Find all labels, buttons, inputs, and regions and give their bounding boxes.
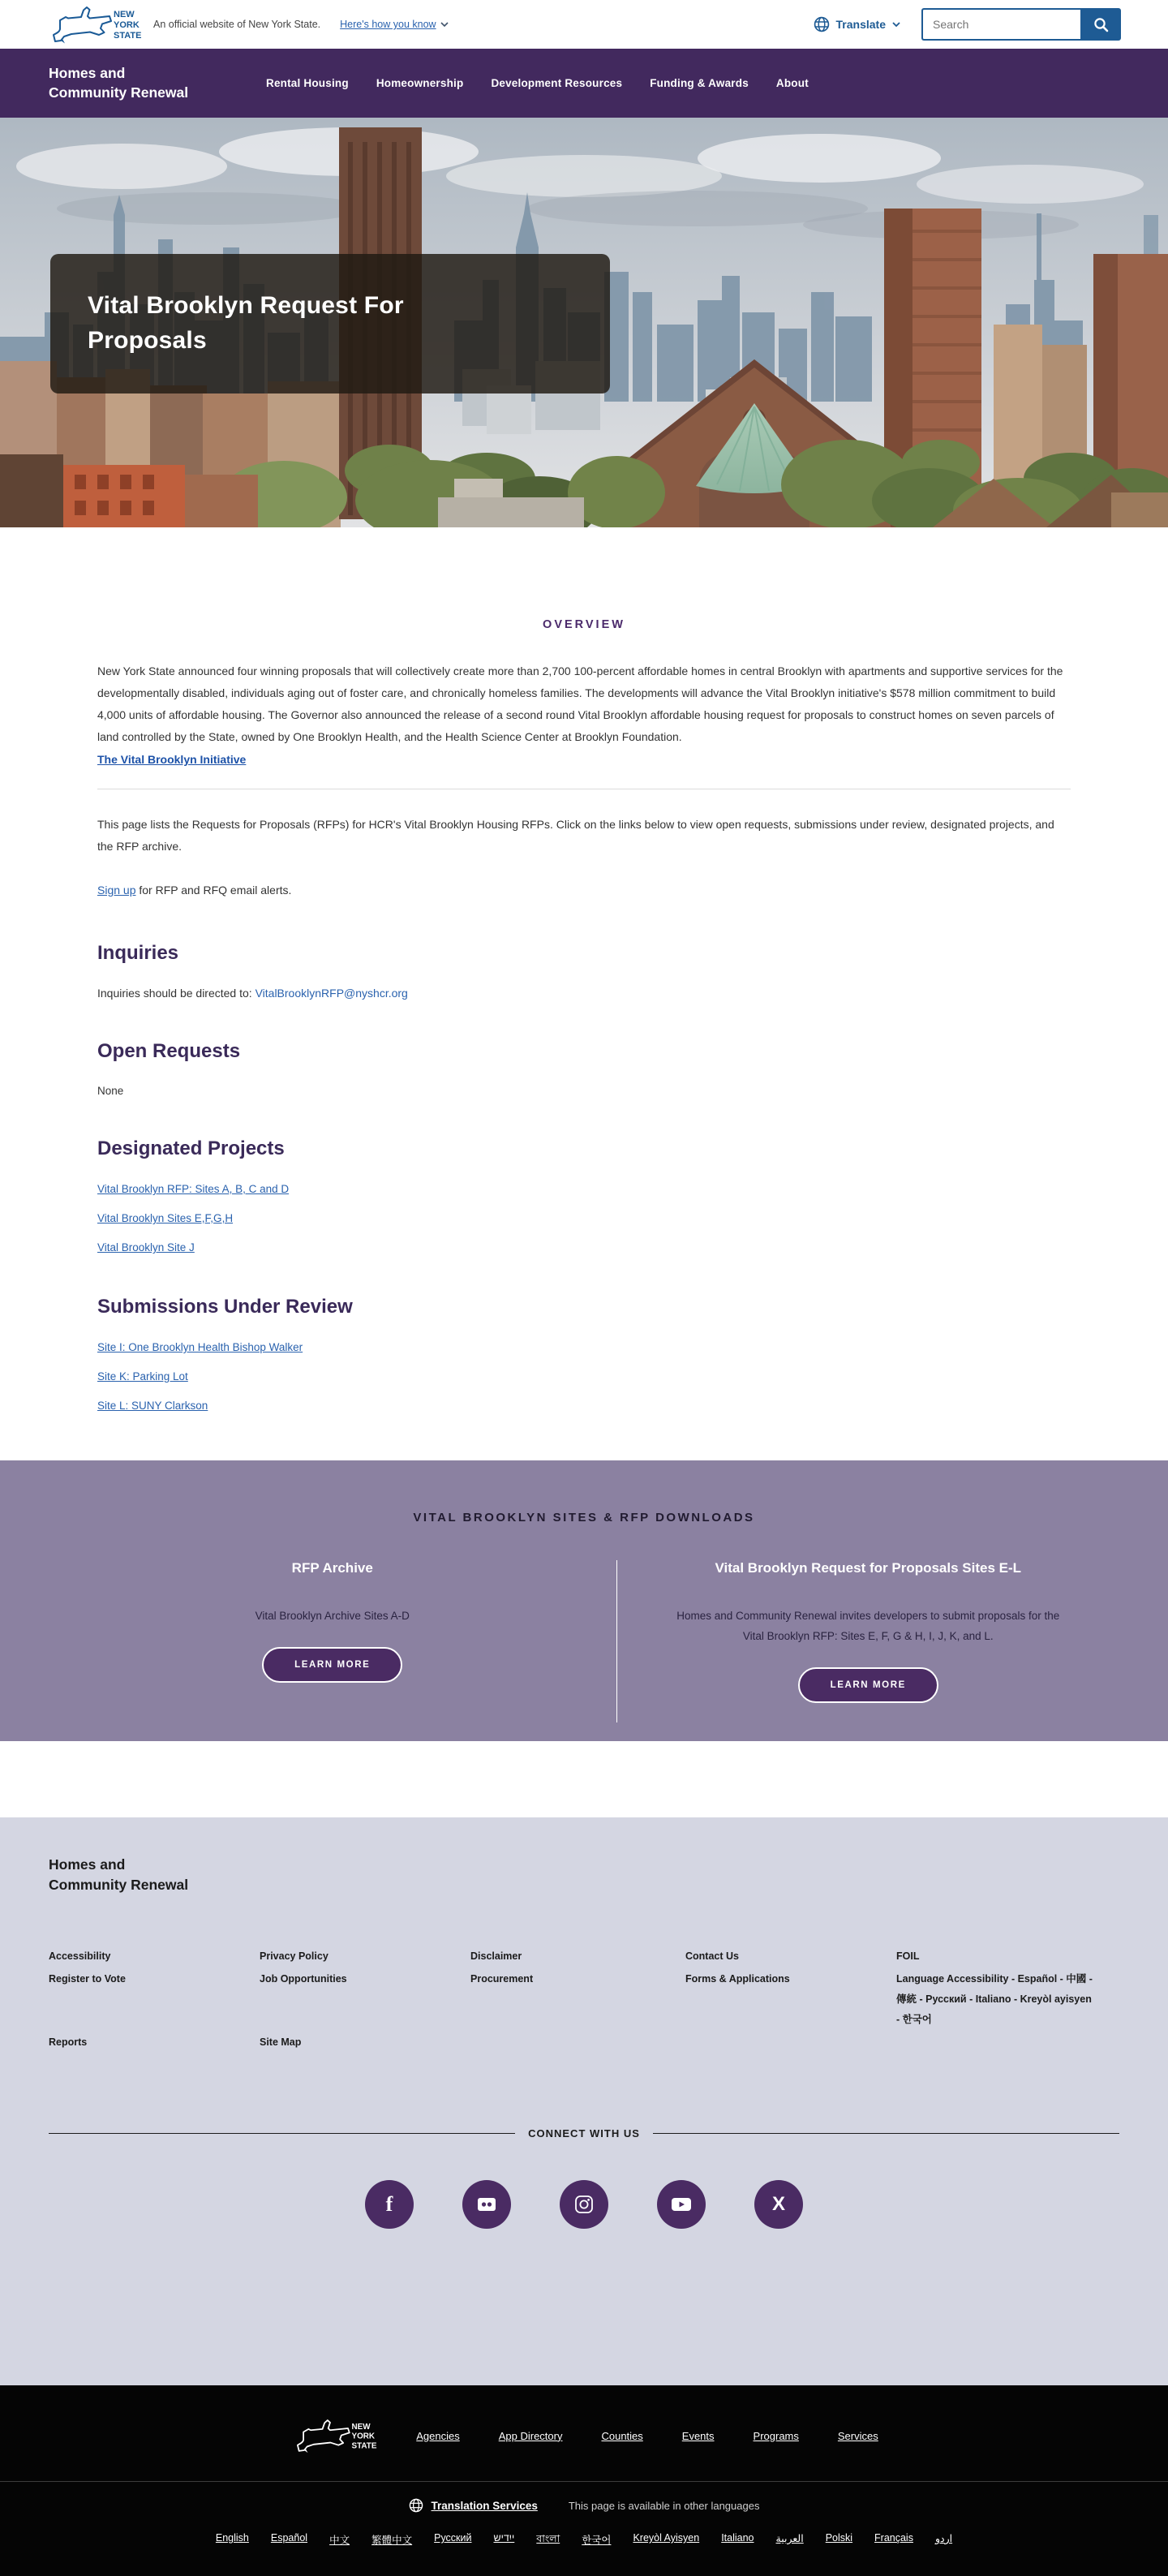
footer-link-contact-us[interactable]: Contact Us [685,1950,739,1962]
utility-header [0,0,1168,49]
footer-link-site-map[interactable]: Site Map [260,2036,302,2048]
connect-with-us-label: CONNECT WITH US [528,2127,640,2139]
language-link-urdu[interactable]: اردو [934,2533,953,2544]
nav-item-rental-housing[interactable]: Rental Housing [266,76,349,89]
rfp-archive-desc: Vital Brooklyn Archive Sites A-D [255,1610,410,1622]
downloads-heading: VITAL BROOKLYN SITES & RFP DOWNLOADS [413,1511,755,1525]
translation-services-link[interactable]: Translation Services [431,2499,538,2512]
instagram-icon[interactable] [560,2180,608,2229]
footer-link-procurement[interactable]: Procurement [470,1972,534,1985]
submission-link-site-k[interactable]: Site K: Parking Lot [97,1370,188,1383]
main-navigation [0,49,1168,118]
language-link-arabic[interactable]: العربية [775,2533,804,2544]
footer-link-reports[interactable]: Reports [49,2036,88,2048]
designated-projects-heading: Designated Projects [97,1137,285,1159]
signup-rest: for RFP and RFQ email alerts. [135,884,292,897]
sites-el-title: Vital Brooklyn Request for Proposals Sites E-L [715,1560,1022,1576]
sites-el-desc: Homes and Community Renewal invites developers to submit proposals for the Vital Brooklyn RFP: Sites E, F, G & H, I, J, K, and L. [676,1610,1060,1642]
designated-link-site-j[interactable]: Vital Brooklyn Site J [97,1241,195,1254]
page-title: Vital Brooklyn Request For Proposals [88,292,404,354]
nav-item-development-resources[interactable]: Development Resources [491,76,623,89]
nygov-link-counties[interactable]: Counties [601,2429,643,2442]
rfp-archive-title: RFP Archive [291,1560,373,1576]
heres-how-label: Here's how you know [340,19,436,30]
footer-agency-title [49,1855,1119,1896]
language-link-english[interactable]: English [215,2532,249,2544]
nav-item-about[interactable]: About [775,76,809,89]
globe-icon [409,2498,423,2513]
language-link-korean[interactable]: 한국어 [582,2535,612,2546]
youtube-icon[interactable] [657,2180,706,2229]
social-links [49,2180,1119,2229]
empty-cell [896,2032,1119,2053]
language-link-espanol[interactable]: Español [270,2532,308,2544]
footer-link-privacy-policy[interactable]: Privacy Policy [260,1950,328,1962]
footer-link-register-to-vote[interactable]: Register to Vote [49,1972,126,1985]
language-link-chinese-traditional[interactable]: 繁體中文 [371,2535,413,2546]
svg-text:YORK: YORK [351,2432,376,2441]
nav-links [266,76,809,91]
language-link-french[interactable]: Français [874,2532,913,2544]
site-title-link[interactable] [49,64,235,102]
nygov-link-app-directory[interactable]: App Directory [498,2429,563,2442]
nygov-footer [0,2385,1168,2576]
footer-link-foil[interactable]: FOIL [896,1950,920,1962]
language-links-row [0,2532,1168,2548]
svg-text:YORK: YORK [114,20,140,30]
language-link-italian[interactable]: Italiano [721,2532,754,2544]
footer-link-job-opportunities[interactable]: Job Opportunities [260,1972,347,1985]
list-item [97,1211,1071,1226]
divider-line [653,2133,1119,2134]
submission-link-site-i[interactable]: Site I: One Brooklyn Health Bishop Walker [97,1341,303,1353]
inquiries-email-link[interactable]: VitalBrooklynRFP@nyshcr.org [255,987,408,1000]
site-title-line2: Community Renewal [49,84,189,101]
search-input[interactable] [921,8,1080,41]
sites-el-column [617,1560,1120,1722]
footer-separator [0,2481,1168,2482]
designated-link-sites-efgh[interactable]: Vital Brooklyn Sites E,F,G,H [97,1212,234,1224]
official-site-text: An official website of New York State. [153,19,321,30]
inquiries-heading: Inquiries [97,942,179,964]
submission-link-site-l[interactable]: Site L: SUNY Clarkson [97,1400,208,1412]
list-item [97,1241,1071,1255]
overview-paragraph: New York State announced four winning proposals that will collectively create more than 2,700 100-percent affordable homes in central Brooklyn with apartments and supportive services for the developmentally disabled, individuals aging out of foster care, and chronically homeless families. The developments will advance the Vital Brooklyn initiative's $578 million commitment to build 4,000 units of affordable housing. The Governor also announced the release of a second round Vital Brooklyn affordable housing request for proposals to construct homes on seven parcels of land controlled by the State, owned by One Brooklyn Health, and the Health Science Center at Brooklyn Foundation. [97,664,1063,743]
language-link-russian[interactable]: Русский [434,2532,472,2544]
footer-link-language-accessibility[interactable]: Language Accessibility - Español - 中國 - 傳統 - Русский - Italiano - Kreyòl ayisyen - 한국어 [896,1972,1093,2025]
search-button[interactable] [1080,8,1121,41]
chevron-down-icon [892,22,900,27]
vital-brooklyn-initiative-link[interactable]: The Vital Brooklyn Initiative [97,753,247,766]
open-requests-none: None [97,1085,124,1097]
footer-link-forms-applications[interactable]: Forms & Applications [685,1972,790,1985]
search-icon [1093,17,1109,32]
spacer [0,1741,1168,1817]
inquiries-line [97,987,1071,1000]
nygov-link-agencies[interactable]: Agencies [416,2429,460,2442]
inquiries-text: Inquiries should be directed to: [97,987,256,1000]
hero-banner [0,118,1168,527]
open-requests-heading: Open Requests [97,1040,241,1062]
downloads-section [0,1460,1168,1741]
nys-logo-icon [45,5,142,44]
search-box [921,8,1121,41]
main-content [0,527,1168,1460]
footer-link-disclaimer[interactable]: Disclaimer [470,1950,522,1962]
empty-cell [470,2032,685,2053]
nygov-link-services[interactable]: Services [837,2429,878,2442]
signup-line [97,879,1071,901]
nav-item-homeownership[interactable]: Homeownership [376,76,464,89]
footer-title-line2: Community Renewal [49,1877,189,1894]
divider-line [49,2133,515,2134]
nygov-link-programs[interactable]: Programs [753,2429,799,2442]
sites-el-learn-more-button[interactable]: LEARN MORE [798,1667,938,1703]
list-item [97,1399,1071,1413]
svg-text:NEW: NEW [114,10,135,19]
designated-link-sites-abcd[interactable]: Vital Brooklyn RFP: Sites A, B, C and D [97,1183,290,1195]
hero-title-panel [50,254,610,393]
footer-link-grid [49,1946,1119,2053]
agency-footer [0,1817,1168,2385]
x-twitter-icon[interactable]: X [754,2180,803,2229]
site-title-line1: Homes and [49,64,126,81]
translate-label: Translate [835,18,886,31]
svg-text:STATE: STATE [114,31,142,41]
list-item [97,1370,1071,1384]
translate-button[interactable] [814,16,900,32]
nys-logo-white-icon [290,2402,377,2469]
language-link-polish[interactable]: Polski [825,2532,853,2544]
nygov-link-events[interactable]: Events [681,2429,715,2442]
overview-heading: OVERVIEW [543,618,625,631]
chevron-down-icon [440,22,449,27]
flickr-icon[interactable] [462,2180,511,2229]
footer-title-line1: Homes and [49,1856,126,1873]
rfp-archive-learn-more-button[interactable]: LEARN MORE [262,1647,402,1683]
svg-text:NEW: NEW [351,2422,371,2432]
rfp-list-paragraph: This page lists the Requests for Proposals (RFPs) for HCR's Vital Brooklyn Housing RFPs. Click on the links below to view open requests, submissions under review, designated projects, and the RFP archive. [97,818,1054,853]
globe-icon [814,16,830,32]
heres-how-link[interactable] [340,19,448,30]
facebook-icon[interactable]: f [365,2180,414,2229]
empty-cell [685,2032,896,2053]
translation-row [0,2498,1168,2513]
nygov-links-row [0,2398,1168,2473]
connect-with-us-row [49,2127,1119,2139]
language-link-yiddish[interactable]: ייִדיש [493,2532,515,2544]
svg-text:STATE: STATE [351,2441,377,2451]
list-item [97,1182,1071,1197]
language-link-bengali[interactable]: বাংলা [536,2533,560,2544]
language-link-haitian-creole[interactable]: Kreyòl Ayisyen [633,2532,700,2544]
footer-link-accessibility[interactable]: Accessibility [49,1950,111,1962]
nav-item-funding-awards[interactable]: Funding & Awards [650,76,749,89]
rfp-archive-column [49,1560,616,1722]
list-item [97,1340,1071,1355]
sign-up-link[interactable]: Sign up [97,884,136,897]
submissions-heading: Submissions Under Review [97,1296,353,1318]
translation-note: This page is available in other languages [568,2499,760,2512]
language-link-chinese-simplified[interactable]: 中文 [329,2535,350,2546]
